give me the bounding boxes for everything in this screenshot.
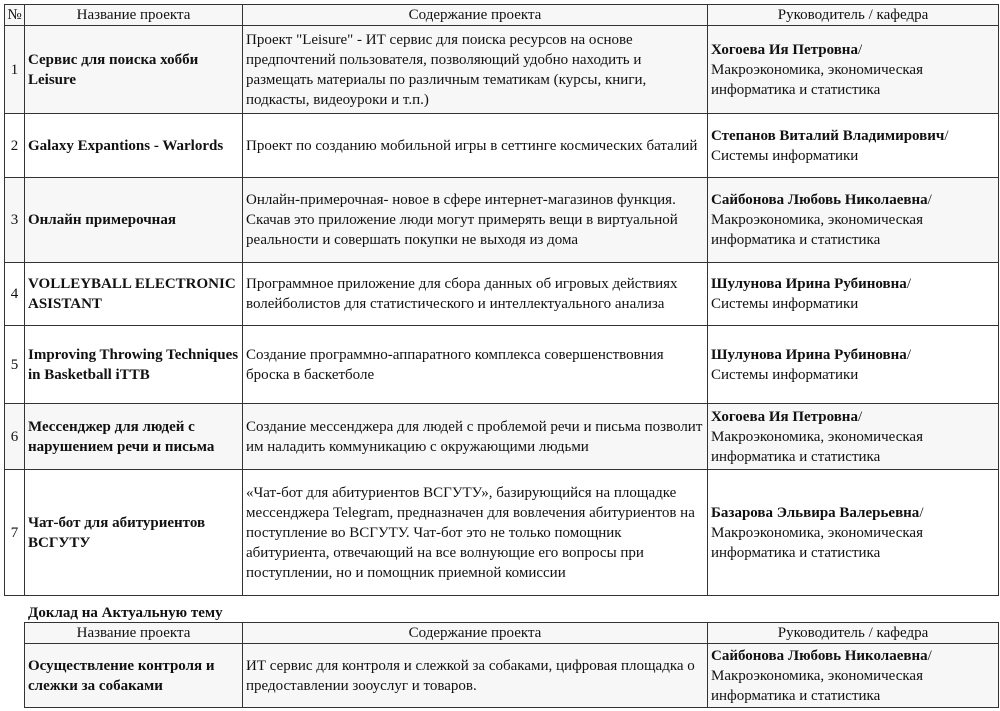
row-num: 4 [5,263,25,326]
supervisor-name: Сайбонова Любовь Николаевна [711,647,928,664]
table-row [5,26,999,114]
separator: / [857,41,863,58]
project-content: Программное приложение для сбора данных об игровых действиях волейболистов для статистического и интеллектуального анализа [243,263,708,326]
header-content: Содержание проекта [243,623,708,644]
supervisor-name: Шулунова Ирина Рубиновна [711,346,907,363]
project-name: VOLLEYBALL ELECTRONIC ASISTANT [25,263,243,326]
row-num: 3 [5,178,25,263]
supervisor-name: Базарова Эльвира Валерьевна [711,504,920,521]
project-supervisor [708,114,999,178]
separator: / [927,192,932,208]
separator: / [919,504,924,521]
header-num: № [5,5,25,26]
row-num: 2 [5,114,25,178]
project-supervisor [708,263,999,326]
project-content: Создание мессенджера для людей с проблемой речи и письма позволит им наладить коммуникацию с окружающими людьми [243,404,708,470]
project-content: Онлайн-примерочная- новое в сфере интернет-магазинов функция. Скачав это приложение люди могут примерять вещи в виртуальной реальности и совершать покупки не выходя из дома [243,178,708,263]
header-content: Содержание проекта [243,5,708,26]
supervisor-name: Шулунова Ирина Рубиновна [711,276,907,292]
header-supervisor: Руководитель / кафедра [708,623,999,644]
projects-table [4,4,999,596]
table-row [5,470,999,596]
table-row [5,114,999,178]
separator: / [857,408,863,425]
separator: / [906,346,911,363]
table-header-row [5,5,999,26]
department: Макроэкономика, экономическая информатика и статистика [711,61,923,98]
table-row [5,263,999,326]
header-supervisor: Руководитель / кафедра [708,5,999,26]
table-row [5,404,999,470]
project-name: Improving Throwing Techniques in Basketball iTTB [25,326,243,404]
header-name: Название проекта [25,5,243,26]
project-supervisor [708,404,999,470]
project-content: ИТ сервис для контроля и слежкой за собаками, цифровая площадка о предоставлении зооуслуг и товаров. [243,644,708,708]
supervisor-name: Хогоева Ия Петровна [711,41,858,58]
separator: / [944,127,949,144]
department: Макроэкономика, экономическая информатика и статистика [711,667,923,704]
project-supervisor [708,644,999,708]
table-row [5,178,999,263]
project-content: Проект по созданию мобильной игры в сеттинге космических баталий [243,114,708,178]
project-name: Мессенджер для людей с нарушением речи и письма [25,404,243,470]
department: Системы информатики [711,147,859,164]
project-name: Онлайн примерочная [25,178,243,263]
table-header-row [25,623,999,644]
project-name: Galaxy Expantions - Warlords [25,114,243,178]
project-content: Проект "Leisure" - ИТ сервис для поиска ресурсов на основе предпочтений пользователя, позволяющий удобно находить и размещать материалы по различным тематикам (курсы, книги, подкасты, видеоуроки и т.п.) [243,26,708,114]
project-content: «Чат-бот для абитуриентов ВСГУТУ», базирующийся на площадке мессенджера Telegram, предназначен для вовлечения абитуриентов на поступление во ВСГУТУ. Чат-бот это не только помощник абитуриента, отвечающий на все волнующие его вопросы при поступлении, но и помощник приемной комиссии [243,470,708,596]
table-row [25,644,999,708]
row-num: 5 [5,326,25,404]
supervisor-name: Сайбонова Любовь Николаевна [711,192,928,208]
department: Системы информатики [711,366,859,383]
section-title: Доклад на Актуальную тему [28,605,223,621]
project-name: Сервис для поиска хобби Leisure [25,26,243,114]
project-supervisor [708,178,999,263]
supervisor-name: Степанов Виталий Владимирович [711,127,945,144]
report-table [24,622,999,708]
supervisor-name: Хогоева Ия Петровна [711,408,858,425]
project-name: Чат-бот для абитуриентов ВСГУТУ [25,470,243,596]
row-num: 1 [5,26,25,114]
table-row [5,326,999,404]
project-name: Осуществление контроля и слежки за собаками [25,644,243,708]
header-name: Название проекта [25,623,243,644]
project-supervisor [708,26,999,114]
project-supervisor [708,326,999,404]
separator: / [927,647,932,664]
separator: / [906,276,911,292]
row-num: 7 [5,470,25,596]
row-num: 6 [5,404,25,470]
project-supervisor [708,470,999,596]
department: Макроэкономика, экономическая информатика и статистика [711,428,923,465]
department: Системы информатики [711,296,859,312]
project-content: Создание программно-аппаратного комплекса совершенствовния броска в баскетболе [243,326,708,404]
department: Макроэкономика, экономическая информатика и статистика [711,524,923,561]
department: Макроэкономика, экономическая информатика и статистика [711,212,923,248]
